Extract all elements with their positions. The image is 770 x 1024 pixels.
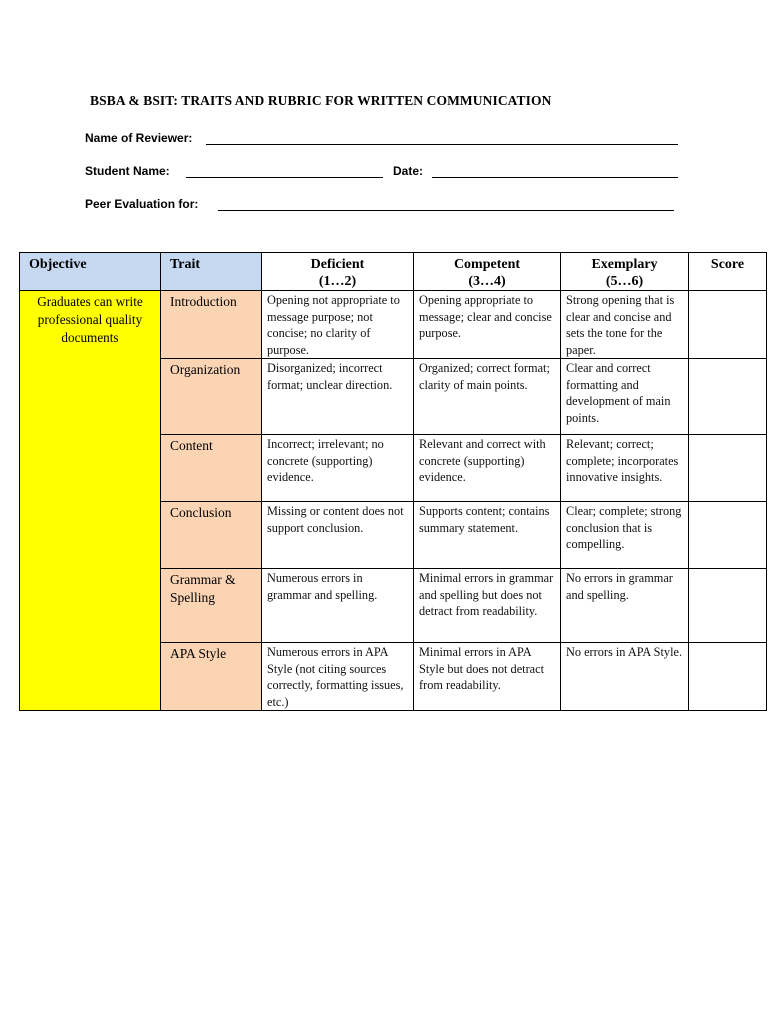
exemplary-cell: Relevant; correct; complete; incorporates innovative insights.	[561, 435, 689, 502]
score-header: Score	[689, 253, 767, 291]
exemplary-cell: No errors in grammar and spelling.	[561, 569, 689, 643]
document-title: BSBA & BSIT: TRAITS AND RUBRIC FOR WRITTEN COMMUNICATION	[90, 93, 552, 108]
deficient-cell: Disorganized; incorrect format; unclear direction.	[262, 359, 414, 435]
score-cell[interactable]	[689, 291, 767, 359]
date-field[interactable]	[432, 177, 678, 178]
score-cell[interactable]	[689, 643, 767, 711]
reviewer-field[interactable]	[206, 144, 678, 145]
competent-cell: Organized; correct format; clarity of main points.	[414, 359, 561, 435]
peer-evaluation-label: Peer Evaluation for:	[85, 197, 199, 211]
competent-cell: Opening appropriate to message; clear and concise purpose.	[414, 291, 561, 359]
deficient-header: Deficient (1…2)	[262, 253, 414, 291]
trait-cell: Content	[161, 435, 262, 502]
rubric-table	[19, 252, 767, 711]
table-row	[20, 291, 767, 359]
objective-header: Objective	[20, 253, 161, 291]
header-row	[20, 253, 767, 291]
deficient-cell: Incorrect; irrelevant; no concrete (supporting) evidence.	[262, 435, 414, 502]
deficient-cell: Opening not appropriate to message purpose; not concise; no clarity of purpose.	[262, 291, 414, 359]
reviewer-label: Name of Reviewer:	[85, 131, 193, 145]
date-label: Date:	[393, 164, 424, 178]
score-cell[interactable]	[689, 502, 767, 569]
exemplary-cell: Clear and correct formatting and development of main points.	[561, 359, 689, 435]
score-cell[interactable]	[689, 359, 767, 435]
competent-cell: Minimal errors in grammar and spelling but does not detract from readability.	[414, 569, 561, 643]
score-cell[interactable]	[689, 435, 767, 502]
deficient-cell: Missing or content does not support conclusion.	[262, 502, 414, 569]
deficient-cell: Numerous errors in grammar and spelling.	[262, 569, 414, 643]
trait-cell: Grammar & Spelling	[161, 569, 262, 643]
competent-cell: Minimal errors in APA Style but does not detract from readability.	[414, 643, 561, 711]
competent-header: Competent (3…4)	[414, 253, 561, 291]
student-label: Student Name:	[85, 164, 170, 178]
peer-evaluation-field[interactable]	[218, 210, 674, 211]
competent-cell: Relevant and correct with concrete (supporting) evidence.	[414, 435, 561, 502]
trait-cell: Introduction	[161, 291, 262, 359]
student-field[interactable]	[186, 177, 383, 178]
exemplary-cell: No errors in APA Style.	[561, 643, 689, 711]
objective-cell: Graduates can write professional quality documents	[20, 291, 161, 711]
exemplary-header: Exemplary (5…6)	[561, 253, 689, 291]
competent-cell: Supports content; contains summary statement.	[414, 502, 561, 569]
trait-cell: Conclusion	[161, 502, 262, 569]
score-cell[interactable]	[689, 569, 767, 643]
exemplary-cell: Clear; complete; strong conclusion that is compelling.	[561, 502, 689, 569]
trait-cell: APA Style	[161, 643, 262, 711]
trait-header: Trait	[161, 253, 262, 291]
deficient-cell: Numerous errors in APA Style (not citing sources correctly, formatting issues, etc.)	[262, 643, 414, 711]
exemplary-cell: Strong opening that is clear and concise and sets the tone for the paper.	[561, 291, 689, 359]
trait-cell: Organization	[161, 359, 262, 435]
